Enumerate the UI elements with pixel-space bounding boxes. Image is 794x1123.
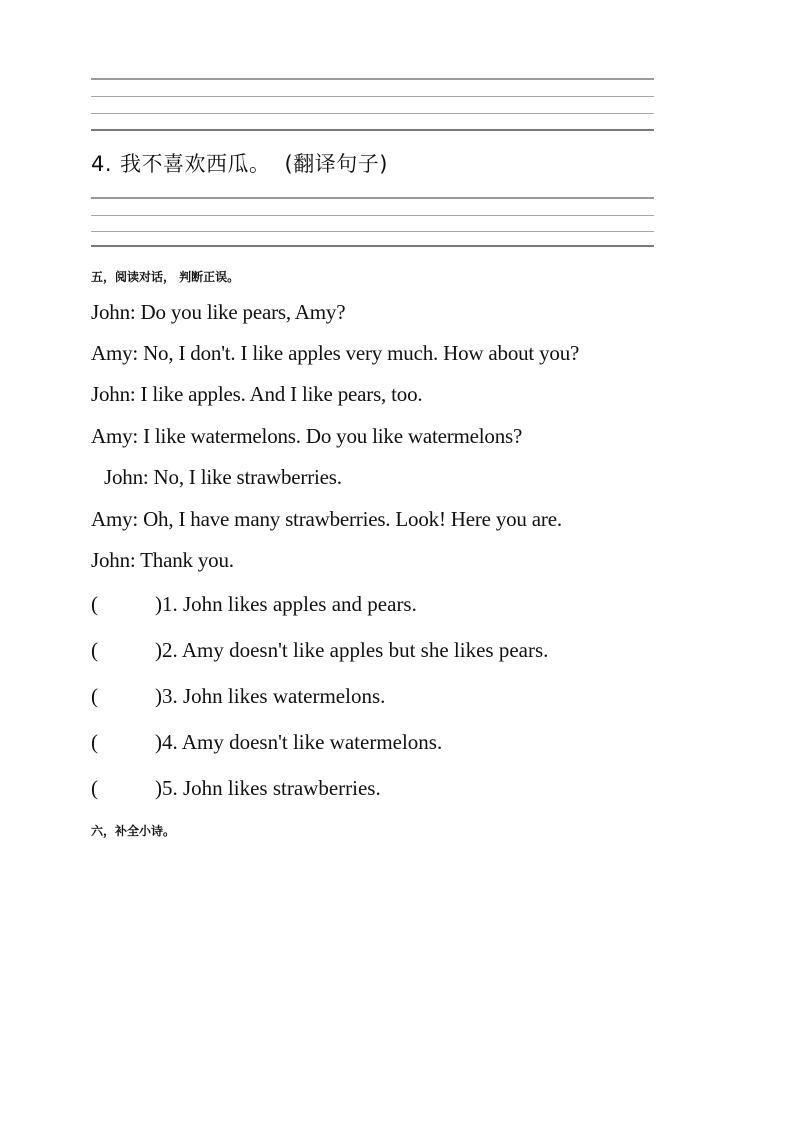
statement-text: )4. Amy doesn't like watermelons.: [155, 730, 443, 754]
dialogue-line: John: Do you like pears, Amy?: [91, 300, 346, 324]
answer-blank[interactable]: (: [91, 638, 98, 662]
writing-line: [91, 245, 654, 247]
dialogue-line: John: No, I like strawberries.: [104, 465, 342, 489]
dialogue-line: Amy: I like watermelons. Do you like watermelons?: [91, 424, 523, 448]
answer-blank[interactable]: (: [91, 730, 98, 754]
true-false-item: [91, 638, 548, 663]
writing-line: [91, 215, 654, 216]
question-hint: (翻译句子): [284, 152, 388, 176]
true-false-item: [91, 592, 417, 617]
statement-text: )5. John likes strawberries.: [155, 776, 381, 800]
question-text: 我不喜欢西瓜。: [120, 152, 271, 176]
question-number: 4.: [91, 152, 113, 176]
dialogue-line: Amy: No, I don't. I like apples very much. How about you?: [91, 341, 580, 365]
true-false-item: [91, 776, 381, 801]
statement-text: )2. Amy doesn't like apples but she likes pears.: [155, 638, 549, 662]
writing-line: [91, 113, 654, 114]
section-6-heading: 六，补全小诗。: [91, 824, 176, 838]
section-5-heading: 五，阅读对话， 判断正误。: [91, 270, 240, 284]
writing-line: [91, 231, 654, 232]
answer-blank[interactable]: (: [91, 776, 98, 800]
answer-blank[interactable]: (: [91, 684, 98, 708]
statement-text: )1. John likes apples and pears.: [155, 592, 417, 616]
answer-lines-q4: [91, 197, 654, 251]
dialogue-line: John: I like apples. And I like pears, too.: [91, 382, 423, 406]
answer-lines-top: [91, 78, 654, 132]
writing-line: [91, 197, 654, 199]
true-false-item: [91, 730, 442, 755]
answer-blank[interactable]: (: [91, 592, 98, 616]
dialogue-line: Amy: Oh, I have many strawberries. Look! Here you are.: [91, 507, 562, 531]
writing-line: [91, 129, 654, 131]
writing-line: [91, 96, 654, 97]
dialogue-line: John: Thank you.: [91, 548, 234, 572]
statement-text: )3. John likes watermelons.: [155, 684, 386, 708]
question-4: [91, 148, 388, 178]
writing-line: [91, 78, 654, 80]
true-false-item: [91, 684, 385, 709]
